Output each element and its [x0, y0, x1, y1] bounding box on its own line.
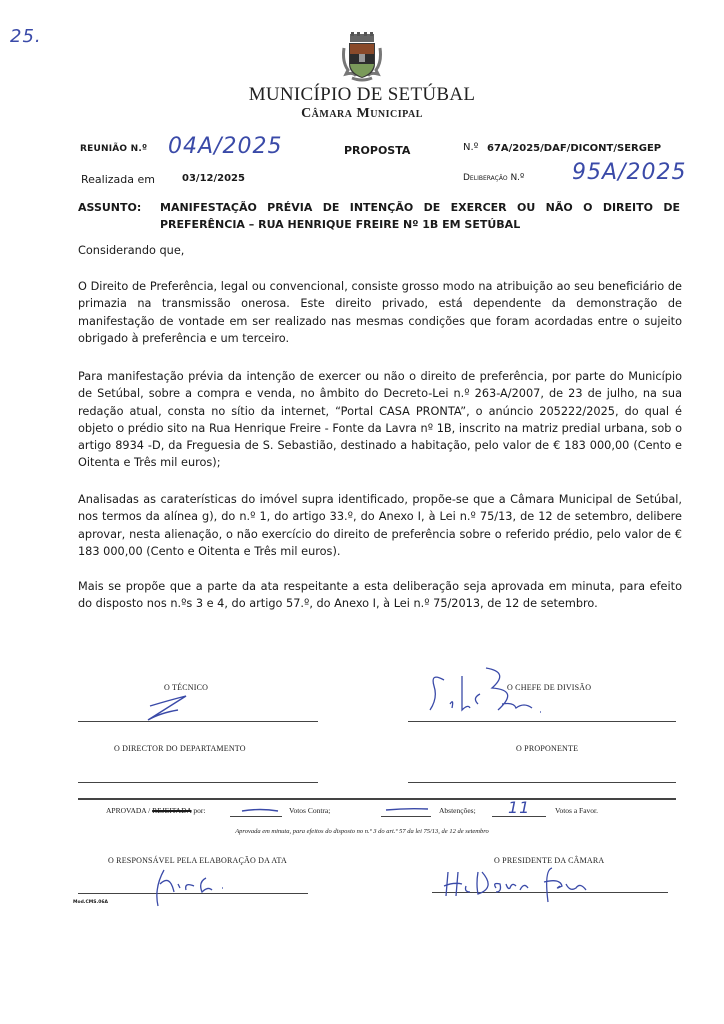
director-label: O DIRECTOR DO DEPARTAMENTO: [114, 744, 246, 753]
form-code: Mod.CMS.06A: [73, 900, 108, 905]
municipality-title: MUNICÍPIO DE SETÚBAL: [248, 84, 476, 105]
por-label: por:: [191, 806, 206, 815]
votos-contra-dash-icon: [240, 806, 280, 814]
abstencoes-dash-icon: [384, 805, 430, 813]
presidente-signature-icon: [440, 862, 620, 908]
body-paragraph: Analisadas as caraterísticas do imóvel supra identificado, propõe-se que a Câmara Municipal de Setúbal, nos termos da alínea g), do n.º 1, do artigo 33.º, do Anexo I, à Lei n.º 75/13, de 12 de setembro, delibere aprovar, nesta alienação, o não exercício do direito de preferência sobre o referido prédio, pelo valor de € 183 000,00 (Cento e Oitenta e Três mil euros).: [78, 493, 682, 558]
responsavel-signature-icon: [150, 866, 260, 908]
reuniao-label: REUNIÃO N.º: [80, 144, 148, 154]
page-number-annotation: 25.: [10, 26, 42, 47]
chefe-signature-icon: [428, 664, 598, 724]
reuniao-number: 04A/2025: [168, 134, 283, 159]
proposta-number-label: N.º: [463, 142, 479, 153]
votos-favor-value: 11: [508, 798, 531, 817]
chamber-title: Câmara Municipal: [301, 106, 423, 121]
deliberacao-number: 95A/2025: [572, 160, 687, 185]
body-paragraph: O Direito de Preferência, legal ou convencional, consiste grosso modo na atribuição ao seu beneficiário de primazia na transmissão onerosa. Este direito privado, está dependente da demonstração de manifestação de vontade em ser realizado nas mesmas condições que foram acordadas entre o sujeito obrigado à preferência e um terceiro.: [78, 280, 682, 345]
realizada-date: 03/12/2025: [182, 173, 245, 184]
deliberacao-label: Deliberação N.º: [463, 173, 525, 183]
coat-of-arms-icon: [340, 32, 384, 84]
body-paragraph: Para manifestação prévia da intenção de exercer ou não o direito de preferência, por parte do Município de Setúbal, sobre a compra e venda, no âmbito do Decreto-Lei n.º 263-A/2007, de 23 de julho, na sua redação atual, consta no sítio da internet, “Portal CASA PRONTA”, o anúncio 205222/2025, do qual é objeto o prédio sito na Rua Henrique Freire - Fonte da Lavra nº 1B, inscrito na matriz predial urbana, sob o artigo 8934 -D, da Freguesia de S. Sebastião, destinado a habitação, pelo valor de € 183 000,00 (Cento e Oitenta e Três mil euros);: [78, 370, 682, 470]
chefe-divisao-label: O CHEFE DE DIVISÃO: [507, 683, 592, 692]
aprovada-label: APROVADA /: [106, 806, 153, 815]
votos-favor-label: Votos a Favor.: [555, 806, 598, 815]
proposta-number: 67A/2025/DAF/DICONT/SERGEP: [487, 143, 662, 154]
subject-text: MANIFESTAÇÃO PRÉVIA DE INTENÇÃO DE EXERCER OU NÃO O DIREITO DE PREFERÊNCIA – RUA HENRIQUE FREIRE Nº 1B EM SETÚBAL: [160, 201, 680, 231]
abstencoes-label: Abstenções;: [439, 806, 476, 815]
minuta-note: Aprovada em minuta, para efeitos do disposto no n.º 3 do art.º 57 da lei 75/13, de 12 de setembro: [235, 828, 489, 835]
tecnico-label: O TÉCNICO: [164, 683, 209, 692]
subject-label: ASSUNTO:: [78, 201, 142, 214]
rejeitada-label: REJEITADA: [152, 806, 192, 815]
proponente-signature-line: [408, 782, 676, 783]
section-divider: [78, 798, 676, 800]
tecnico-signature-icon: [120, 688, 220, 728]
proposta-label: PROPOSTA: [344, 144, 411, 157]
director-signature-line: [78, 782, 318, 783]
votos-contra-label: Votos Contra;: [289, 806, 331, 815]
votos-contra-field: [230, 816, 282, 817]
proponente-label: O PROPONENTE: [516, 744, 579, 753]
presidente-label: O PRESIDENTE DA CÂMARA: [494, 856, 605, 865]
responsavel-ata-label: O RESPONSÁVEL PELA ELABORAÇÃO DA ATA: [108, 856, 287, 865]
body-paragraph: Mais se propõe que a parte da ata respeitante a esta deliberação seja aprovada em minuta, para efeito do disposto nos n.ºs 3 e 4, do artigo 57.º, do Anexo I, à Lei n.º 75/2013, de 12 de setembro.: [78, 580, 682, 611]
approval-status: [106, 806, 206, 815]
body-paragraph: Considerando que,: [78, 244, 185, 257]
realizada-label: Realizada em: [81, 173, 155, 186]
abstencoes-field: [381, 816, 431, 817]
